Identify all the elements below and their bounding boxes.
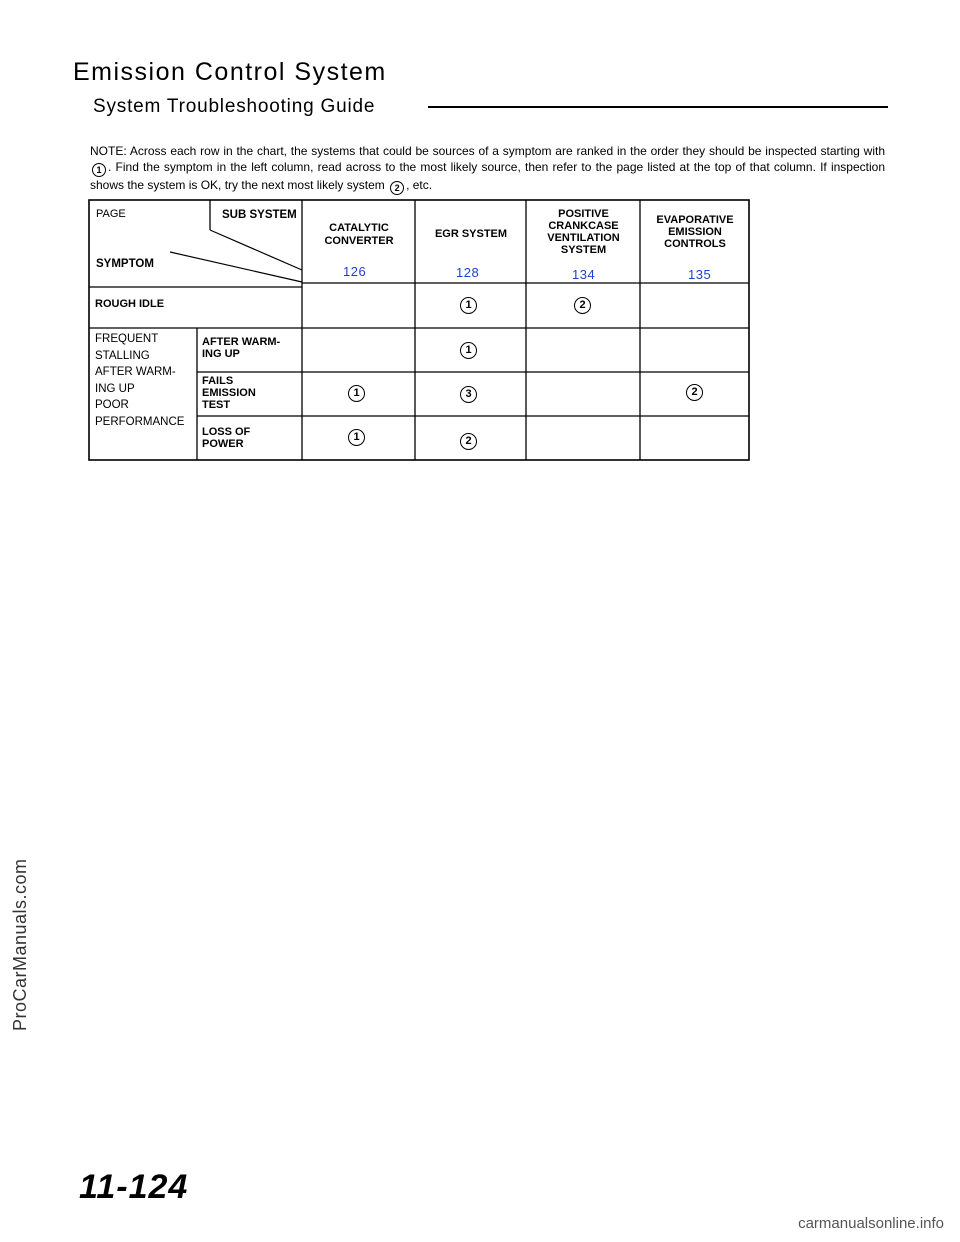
symptom-label: SYMPTOM	[96, 258, 154, 270]
rank-fails-emission-egr: 3	[460, 386, 477, 403]
page-number-evaporative-controls: 135	[688, 267, 712, 282]
note-text-3: , etc.	[406, 178, 433, 192]
sub-symptom-line: LOSS OF	[202, 426, 251, 438]
sub-symptom-line: TEST	[202, 399, 231, 411]
column-header-line: EGR SYSTEM	[434, 228, 508, 240]
note-text-1: NOTE: Across each row in the chart, the systems that could be sources of a symptom are ranked in the order they should be inspected starting with	[90, 144, 885, 158]
sub-symptom-line: EMISSION	[202, 387, 256, 399]
sub-symptom-after-warm-up	[202, 336, 280, 360]
column-header-line: EVAPORATIVE	[656, 214, 734, 226]
circled-number-2: 2	[390, 181, 404, 195]
section-subtitle: System Troubleshooting Guide	[93, 96, 376, 117]
sub-symptom-line: ING UP	[202, 348, 240, 360]
column-header-evaporative-emission-controls	[641, 214, 749, 250]
column-header-catalytic-converter	[303, 222, 415, 248]
rank-rough-idle-pcv: 2	[574, 297, 591, 314]
column-header-line: CONTROLS	[664, 238, 726, 250]
column-header-line: SYSTEM	[560, 244, 607, 256]
sub-symptom-fails-emission-test	[202, 375, 256, 411]
page-label: PAGE	[96, 208, 126, 220]
rank-after-warm-up-egr: 1	[460, 342, 477, 359]
sub-symptom-line: FAILS	[202, 375, 234, 387]
column-header-line: CRANKCASE	[548, 220, 619, 232]
note-text-2: . Find the symptom in the left column, read across to the most likely source, then refer to the page listed at the top of that column. If inspection shows the system is OK, try the next most likely system	[90, 160, 885, 192]
side-watermark: ProCarManuals.com	[10, 858, 30, 1031]
symptom-group-line: AFTER WARM-	[95, 366, 176, 378]
page-number: 11-124	[79, 1168, 189, 1206]
page-number-egr-system: 128	[456, 265, 480, 280]
rank-fails-emission-catalytic: 1	[348, 385, 365, 402]
column-header-pcv-system	[527, 208, 640, 256]
symptom-rough-idle: ROUGH IDLE	[95, 298, 165, 310]
sub-symptom-loss-of-power	[202, 426, 250, 450]
rank-loss-of-power-catalytic: 1	[348, 429, 365, 446]
column-header-line: CONVERTER	[324, 235, 394, 247]
symptom-group-line: STALLING	[95, 349, 150, 362]
symptom-group-line: FREQUENT	[95, 333, 159, 345]
rank-fails-emission-evaporative: 2	[686, 384, 703, 401]
circled-number-1: 1	[92, 163, 106, 177]
page-number-catalytic-converter: 126	[343, 264, 367, 279]
page-title: Emission Control System	[73, 58, 387, 86]
symptom-group-line: POOR	[95, 399, 129, 411]
column-header-egr-system	[416, 228, 526, 241]
rank-rough-idle-egr: 1	[460, 297, 477, 314]
rank-loss-of-power-egr: 2	[460, 433, 477, 450]
column-header-line: CATALYTIC	[329, 222, 389, 234]
sub-symptom-line: AFTER WARM-	[202, 336, 281, 348]
sub-system-label: SUB SYSTEM	[222, 209, 297, 221]
sub-symptom-line: POWER	[202, 438, 244, 450]
page-number-pcv-system: 134	[572, 267, 596, 282]
symptom-group-label	[95, 331, 184, 430]
symptom-group-line: ING UP	[95, 382, 135, 395]
column-header-line: POSITIVE	[558, 208, 609, 220]
column-header-line: VENTILATION	[547, 232, 620, 244]
column-header-line: EMISSION	[668, 226, 722, 238]
footer-watermark: carmanualsonline.info	[798, 1215, 944, 1232]
symptom-group-line: PERFORMANCE	[95, 415, 185, 428]
